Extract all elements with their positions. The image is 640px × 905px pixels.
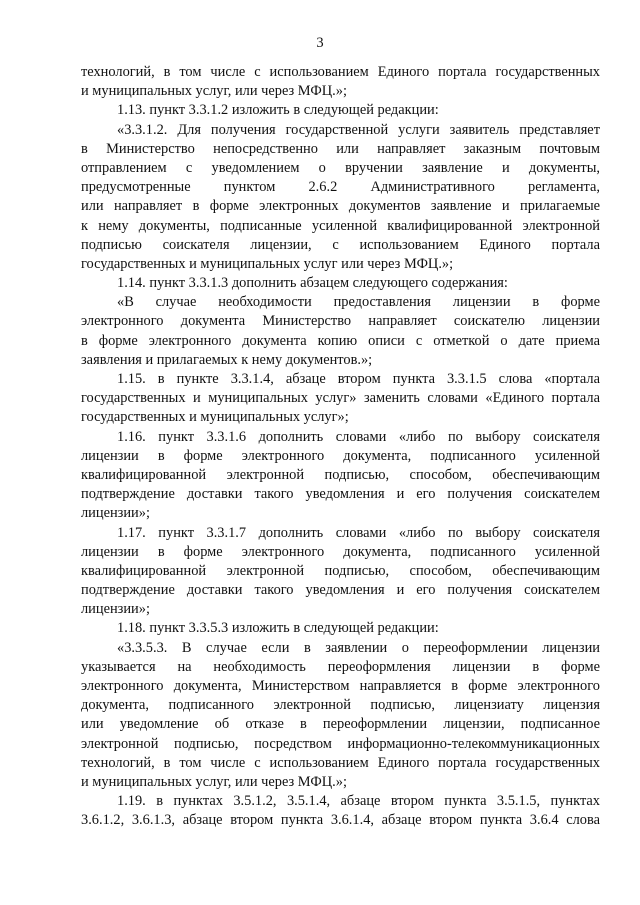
text-line: 1.19. в пунктах 3.5.1.2, 3.5.1.4, абзаце втором пункта 3.5.1.5, пунктах (117, 793, 600, 810)
document-body (81, 63, 600, 831)
text-line: документа, подписанного электронной подписью, лицензиату лицензия (81, 697, 600, 714)
page-number: 3 (316, 35, 324, 51)
text-line: лицензии в форме электронного документа, подписанного усиленной (81, 543, 600, 560)
text-line: электронного документа Министерство направляет соискателю лицензии (81, 313, 600, 330)
text-line: «3.3.1.2. Для получения государственной услуги заявитель представляет (117, 121, 600, 138)
text-line: государственных и муниципальных услуг или через МФЦ.»; (81, 255, 454, 272)
text-line: государственных и муниципальных услуг»; (81, 409, 349, 426)
text-line: 1.18. пункт 3.3.5.3 изложить в следующей редакции: (117, 620, 439, 637)
text-line: «В случае необходимости предоставления лицензии в форме (117, 294, 600, 311)
text-line: лицензии»; (81, 601, 150, 618)
text-line: лицензии»; (81, 505, 150, 522)
text-line: лицензии в форме электронного документа, подписанного усиленной (81, 447, 600, 464)
text-line: 1.15. в пункте 3.3.1.4, абзаце втором пункта 3.3.1.5 слова «портала (117, 371, 600, 387)
text-line: предусмотренные пунктом 2.6.2 Административного регламента, (81, 179, 600, 196)
text-line: подтверждение доставки такого уведомления и его получения соискателем (81, 486, 600, 503)
text-line: в Министерство непосредственно или направляет заказным почтовым (81, 140, 600, 157)
text-line: в форме электронного документа копию описи с отметкой о дате приема (81, 332, 600, 349)
text-line: или направляет в форме электронных документов заявление и прилагаемые (81, 198, 600, 215)
text-line: указывается на необходимость переоформления лицензии в форме (81, 658, 600, 675)
text-line: подписью соискателя лицензии, с использованием Единого портала (81, 236, 600, 253)
text-line: и муниципальных услуг, или через МФЦ.»; (81, 773, 347, 790)
text-line: 1.14. пункт 3.3.1.3 дополнить абзацем следующего содержания: (117, 275, 508, 292)
text-line: квалифицированной электронной подписью, способом, обеспечивающим (81, 562, 600, 579)
text-line: 1.16. пункт 3.3.1.6 дополнить словами «либо по выбору соискателя (117, 428, 600, 445)
text-line: «3.3.5.3. В случае если в заявлении о переоформлении лицензии (117, 639, 600, 656)
text-line: квалифицированной электронной подписью, способом, обеспечивающим (81, 466, 600, 483)
text-line: 3.6.1.2, 3.6.1.3, абзаце втором пункта 3.6.1.4, абзаце втором пункта 3.6.4 слова (81, 812, 600, 829)
text-line: к нему документы, подписанные усиленной квалифицированной электронной (81, 217, 600, 234)
text-line: технологий, в том числе с использованием Единого портала государственных (81, 754, 600, 771)
text-line: электронного документа, Министерством направляется в форме электронного (81, 678, 600, 694)
text-line: или уведомление об отказе в переоформлении лицензии, подписанное (81, 716, 600, 733)
text-line: подтверждение доставки такого уведомления и его получения соискателем (81, 582, 600, 599)
text-line: 1.17. пункт 3.3.1.7 дополнить словами «либо по выбору соискателя (117, 524, 600, 541)
text-line: заявления и прилагаемых к нему документов.»; (81, 351, 373, 368)
text-line: 1.13. пункт 3.3.1.2 изложить в следующей редакции: (117, 102, 439, 119)
text-line: электронной подписью, посредством информационно-телекоммуникационных (81, 735, 600, 752)
text-line: и муниципальных услуг, или через МФЦ.»; (81, 83, 347, 100)
text-line: государственных и муниципальных услуг» заменить словами «Единого портала (81, 390, 600, 407)
text-line: технологий, в том числе с использованием Единого портала государственных (81, 64, 600, 80)
text-line: отправлением с уведомлением о вручении заявление и документы, (81, 159, 600, 176)
